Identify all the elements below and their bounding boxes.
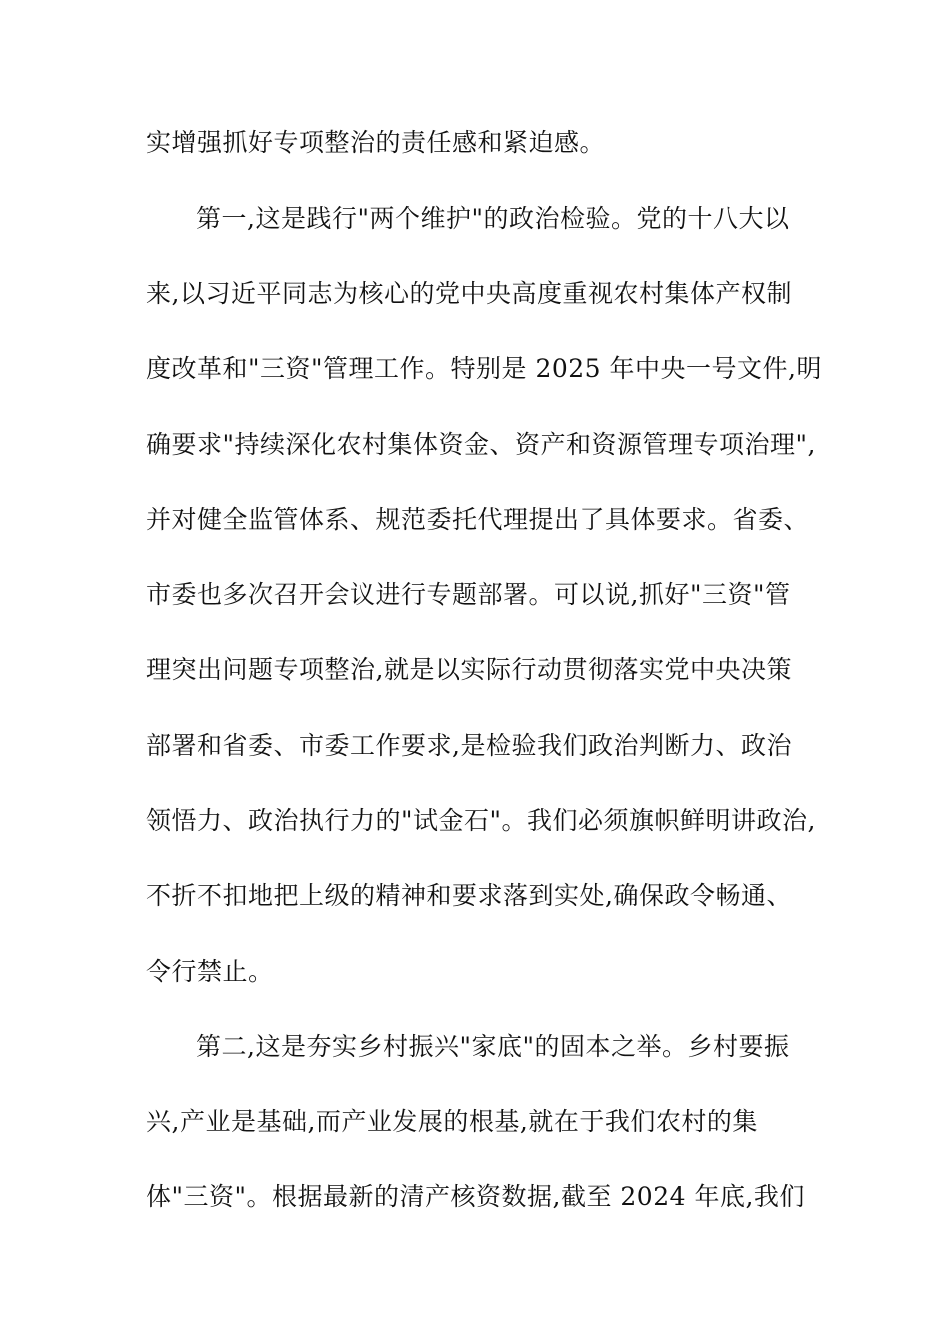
text-line: 不折不扣地把上级的精神和要求落到实处,确保政令畅通、 bbox=[146, 881, 792, 910]
text-line: 市委也多次召开会议进行专题部署。可以说,抓好"三资"管 bbox=[146, 580, 791, 609]
text-line: 并对健全监管体系、规范委托代理提出了具体要求。省委、 bbox=[146, 505, 810, 534]
paragraph-start-line: 第二,这是夯实乡村振兴"家底"的固本之举。乡村要振 bbox=[196, 1032, 790, 1061]
text-line: 理突出问题专项整治,就是以实际行动贯彻落实党中央决策 bbox=[146, 655, 792, 684]
text-line: 体"三资"。根据最新的清产核资数据,截至 2024 年底,我们 bbox=[146, 1182, 805, 1211]
text-line: 来,以习近平同志为核心的党中央高度重视农村集体产权制 bbox=[146, 279, 792, 308]
text-line: 领悟力、政治执行力的"试金石"。我们必须旗帜鲜明讲政治, bbox=[146, 806, 816, 835]
text-line: 令行禁止。 bbox=[146, 957, 274, 986]
text-line: 兴,产业是基础,而产业发展的根基,就在于我们农村的集 bbox=[146, 1107, 758, 1136]
text-line: 实增强抓好专项整治的责任感和紧迫感。 bbox=[146, 128, 606, 157]
text-line: 度改革和"三资"管理工作。特别是 2025 年中央一号文件,明 bbox=[146, 354, 822, 383]
text-line: 确要求"持续深化农村集体资金、资产和资源管理专项治理", bbox=[146, 430, 816, 459]
text-line: 部署和省委、市委工作要求,是检验我们政治判断力、政治 bbox=[146, 731, 792, 760]
paragraph-start-line: 第一,这是践行"两个维护"的政治检验。党的十八大以 bbox=[196, 204, 790, 233]
